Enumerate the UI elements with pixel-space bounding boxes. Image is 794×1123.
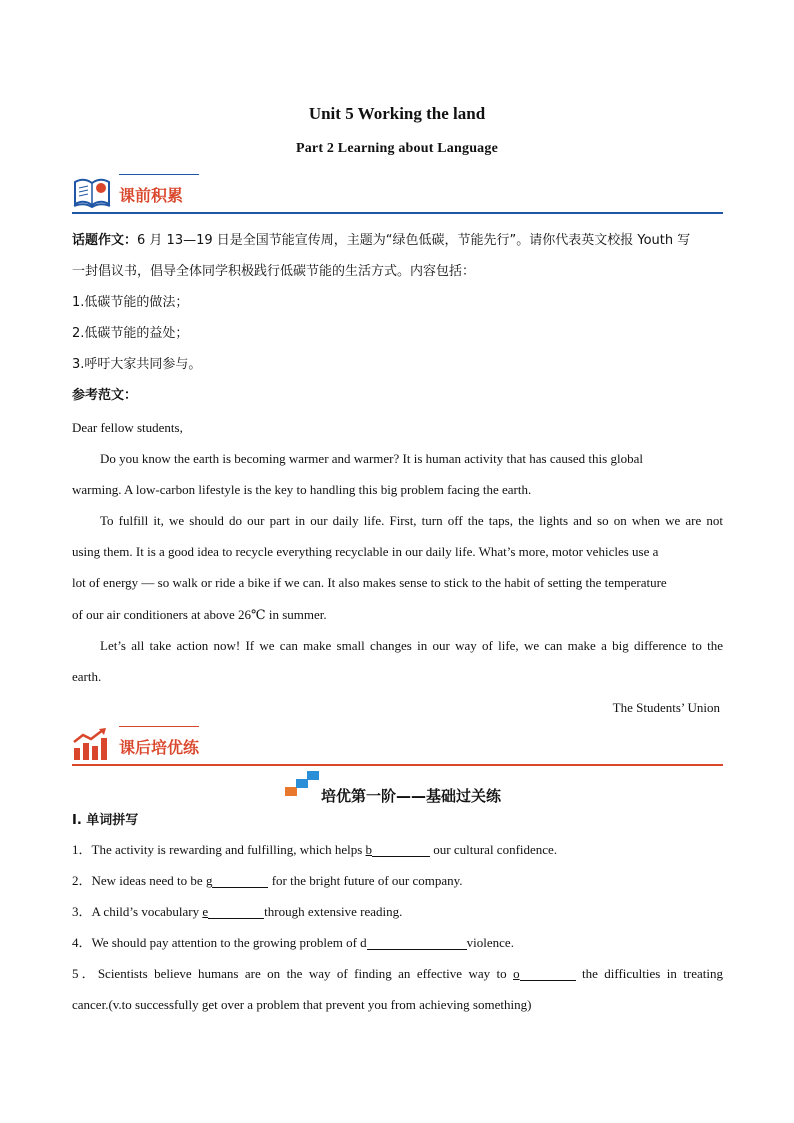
question-5 [72,966,723,982]
sample-line-5: lot of energy — so walk or ride a bike if we can. It also makes sense to stick to the habit of setting the temperature [72,575,667,590]
header-divider [72,764,723,766]
sample-greeting: Dear fellow students, [72,420,183,435]
section-header-pre-class [72,170,723,214]
question-4 [72,935,723,951]
stage-label: 培优第一阶——基础过关练 [321,787,502,805]
topic-item-1: 1.低碳节能的做法； [72,295,189,310]
header-accent-line [119,174,199,175]
document-subtitle: Part 2 Learning about Language [295,141,498,156]
question-text: 5．Scientists believe humans are on the way of finding an effective way to [72,966,514,981]
question-5-line-2: cancer.(v.to successfully get over a problem that prevent you from achieving something) [72,997,532,1012]
answer-blank[interactable] [206,873,269,888]
exercise-heading: I. 单词拼写 [72,813,139,828]
answer-blank[interactable] [513,966,576,981]
sample-line-4: using them. It is a good idea to recycle everything recyclable in our daily life. What’s more, motor vehicles use a [72,544,659,559]
bar-chart-arrow-icon [72,726,112,762]
sample-line-7: Let’s all take action now! If we can make small changes in our way of life, we can make a big difference to the [100,638,723,653]
document-title: Unit 5 Working the land [308,104,486,123]
topic-item-3: 3.呼吁大家共同参与。 [72,357,202,372]
blank-initial: g [205,873,213,888]
blank-initial: e [202,904,209,919]
question-3 [72,904,723,920]
sample-line-1: Do you know the earth is becoming warmer and warmer? It is human activity that has caused this global [100,451,643,466]
answer-blank[interactable] [367,935,467,950]
question-text: 1．The activity is rewarding and fulfilling, which helps [72,842,366,857]
section-label: 课前积累 [119,186,184,205]
blank-initial: b [365,842,373,857]
question-text: through extensive reading. [264,904,403,919]
header-accent-line [119,726,199,727]
topic-line-1 [72,233,723,249]
stage-heading [0,771,794,805]
question-text: 2．New ideas need to be [72,873,206,888]
sample-line-6: of our air conditioners at above 26℃ in summer. [72,607,327,622]
stairs-icon [284,771,320,797]
sample-line-2: warming. A low-carbon lifestyle is the key to handling this big problem facing the earth. [72,482,532,497]
sample-label: 参考范文： [72,388,138,403]
question-text: 4．We should pay attention to the growing problem of d [72,935,367,950]
question-text: for the bright future of our company. [268,873,463,888]
open-book-icon [72,174,112,210]
header-divider [72,212,723,214]
sample-line-3: To fulfill it, we should do our part in our daily life. First, turn off the taps, the lights and so on when we are not [100,513,723,528]
question-text: 3．A child’s vocabulary [72,904,203,919]
sample-signature: The Students’ Union [612,700,720,715]
answer-blank[interactable] [366,842,431,857]
question-text: the difficulties in treating [575,966,723,981]
answer-blank[interactable] [202,904,264,919]
blank-initial: o [513,966,520,981]
topic-item-2: 2.低碳节能的益处； [72,326,189,341]
question-text: our cultural confidence. [430,842,558,857]
topic-text-2: 一封倡议书，倡导全体同学积极践行低碳节能的生活方式。内容包括： [72,264,476,279]
section-header-post-class [72,722,723,766]
question-1 [72,842,723,858]
section-label: 课后培优练 [119,738,200,757]
topic-text-1: 6 月 13—19 日是全国节能宣传周，主题为“绿色低碳，节能先行”。请你代表英文校报 Youth 写 [137,233,691,248]
question-text: violence. [466,935,514,950]
sample-line-8: earth. [72,669,102,684]
topic-label: 话题作文： [72,233,138,248]
question-2 [72,873,723,889]
